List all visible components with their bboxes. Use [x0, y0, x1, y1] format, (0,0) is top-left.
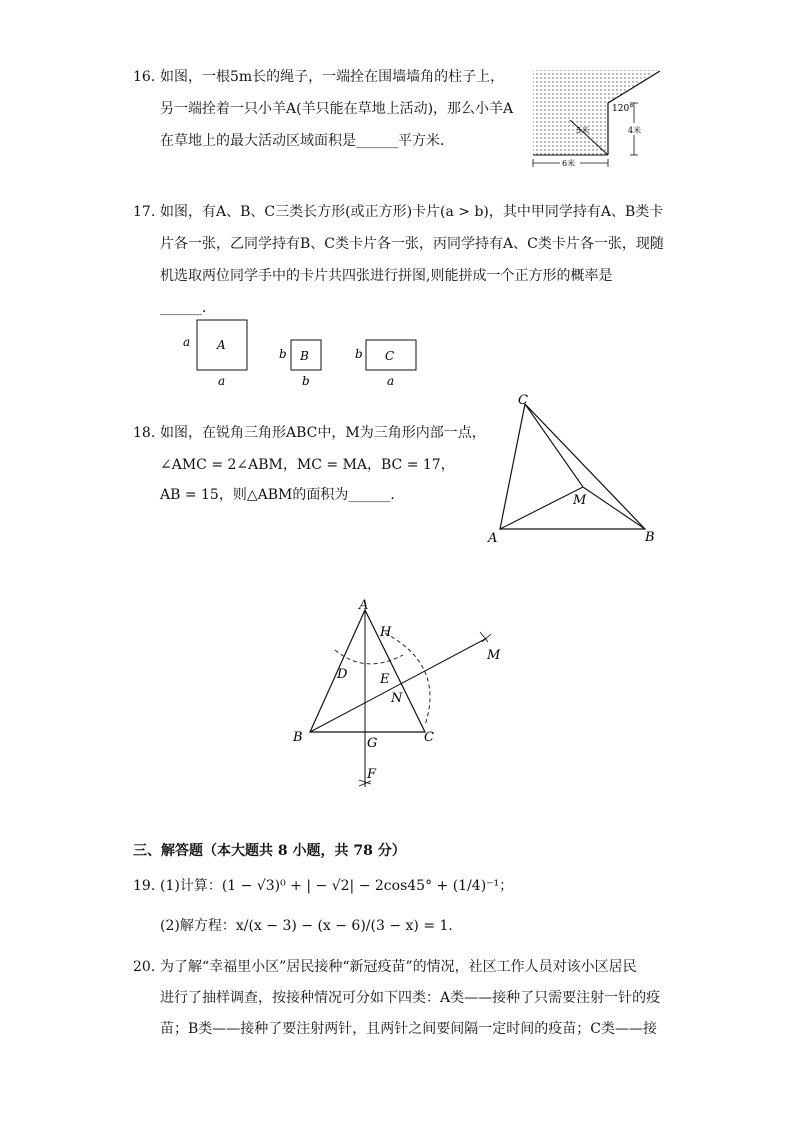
q17-cards-figure	[175, 315, 435, 390]
q16-len6-label: 6米	[562, 159, 576, 168]
q19-part2	[160, 916, 453, 936]
card-c-bottom: a	[387, 374, 395, 388]
q20-line3: 苗；B类——接种了要注射两针，且两针之间要间隔一定时间的疫苗；C类——接	[160, 1021, 657, 1037]
fig-label-g: G	[367, 736, 378, 751]
q19-number: 19.	[133, 878, 156, 894]
fig-label-d: D	[337, 667, 348, 682]
card-b-side: b	[279, 347, 287, 361]
q17-line4: ______．	[160, 300, 216, 316]
q19-part1-label: (1)计算：	[160, 878, 222, 894]
card-a-side: a	[183, 335, 191, 349]
fig-label-f: F	[367, 767, 377, 782]
q16-line2: 另一端拴着一只小羊A(羊只能在草地上活动)，那么小羊A	[160, 101, 514, 117]
q18-label-m: M	[573, 493, 587, 508]
q16-len5-label: 5米	[576, 126, 590, 135]
card-b-name: B	[300, 349, 309, 363]
q19-part1-expr: (1 − √3)⁰ + | − √2| − 2cos45° + (1/4)⁻¹；	[221, 878, 514, 894]
construction-figure	[285, 595, 515, 800]
q17-line3: 机选取两位同学手中的卡片共四张进行拼图,则能拼成一个正方形的概率是	[160, 268, 613, 284]
card-c-side: b	[355, 347, 363, 361]
q20-number: 20.	[133, 959, 156, 975]
q18-label-b: B	[645, 530, 655, 545]
fig-label-h: H	[380, 625, 392, 640]
fig-label-m: M	[487, 648, 501, 663]
fig-label-b: B	[293, 730, 303, 745]
fig-label-n: N	[391, 691, 403, 706]
card-c-name: C	[385, 349, 395, 363]
q19-part2-label: (2)解方程：	[160, 918, 236, 934]
q19-part1	[160, 876, 513, 896]
section-3-heading: 三、解答题（本大题共 8 小题，共 78 分）	[133, 843, 406, 859]
q16-figure	[528, 65, 668, 175]
q18-triangle-figure	[480, 392, 660, 552]
fig-label-e: E	[380, 672, 390, 687]
card-b-bottom: b	[302, 374, 310, 388]
q18-number: 18.	[133, 425, 156, 441]
q16-line3: 在草地上的最大活动区域面积是______平方米．	[160, 133, 454, 149]
q18-label-a: A	[488, 531, 498, 546]
q18-line3: AB = 15，则△ABM的面积为______．	[160, 487, 405, 503]
q18-label-c: C	[518, 393, 528, 408]
q16-len4-label: 4米	[628, 126, 642, 135]
fig-label-c: C	[424, 730, 434, 745]
q20-line1: 为了解“幸福里小区”居民接种“新冠疫苗”的情况，社区工作人员对该小区居民	[160, 959, 637, 975]
q20-line2: 进行了抽样调查，按接种情况可分如下四类：A类——接种了只需要注射一针的疫	[160, 990, 661, 1006]
q17-line2: 片各一张，乙同学持有B、C类卡片各一张，丙同学持有A、C类卡片各一张，现随	[160, 236, 664, 252]
card-a-name: A	[217, 338, 226, 352]
fig-label-a: A	[359, 598, 369, 613]
q16-angle-label: 120°	[612, 104, 634, 114]
q16-number: 16.	[133, 69, 156, 85]
q18-line1: 如图，在锐角三角形ABC中，M为三角形内部一点，	[160, 425, 486, 441]
q16-line1: 如图，一根5m长的绳子，一端拴在围墙墙角的柱子上，	[160, 69, 505, 85]
q17-number: 17.	[133, 204, 156, 220]
card-a-bottom: a	[218, 374, 226, 388]
q18-line2: ∠AMC = 2∠ABM，MC = MA，BC = 17，	[160, 457, 455, 473]
q19-part2-expr: x/(x − 3) − (x − 6)/(3 − x) = 1.	[235, 918, 453, 934]
q17-line1: 如图，有A、B、C三类长方形(或正方形)卡片(a > b)，其中甲同学持有A、B类卡	[160, 204, 664, 220]
